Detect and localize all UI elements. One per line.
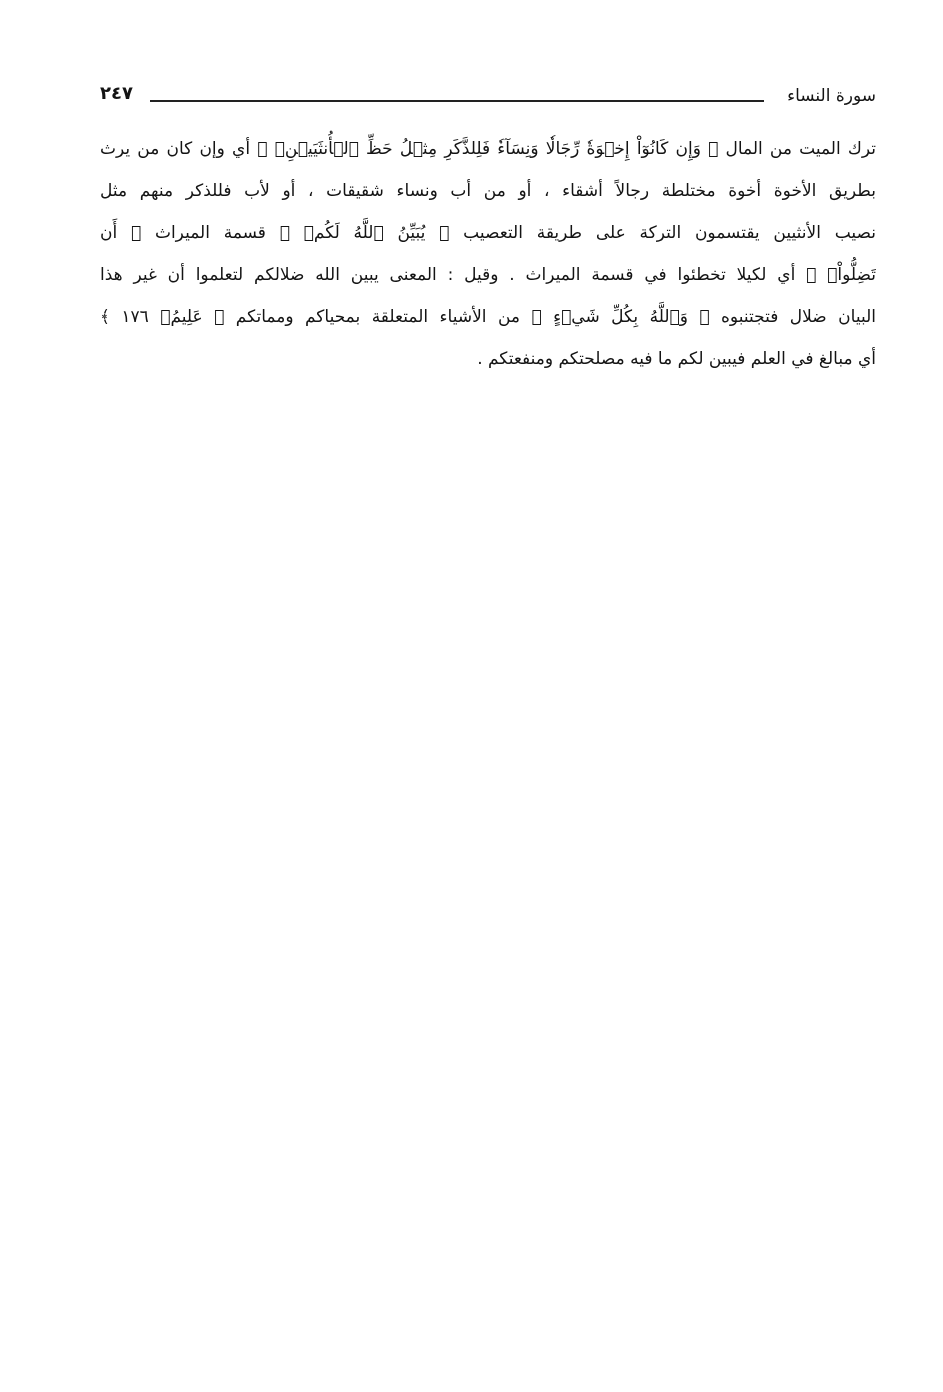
text-line: ترك الميت من المال ﴿ وَإِن كَانُوٓاْ إِخۡوَةٗ رِّجَالٗا وَنِسَآءٗ فَلِلذَّكَرِ مِثۡلُ حَظِّ ٱلۡأُنثَيَيۡنِۗ ﴾ أي وإن كان من يرث — [100, 139, 876, 159]
surah-name: سورة النساء — [787, 86, 876, 106]
text-line: أي مبالغ في العلم فيبين لكم ما فيه مصلحتكم ومنفعتكم . — [477, 349, 876, 369]
text-line: تَضِلُّواْۗ ﴾ أي لكيلا تخطئوا في قسمة الميراث . وقيل : المعنى يبين الله ضلالكم لتعلموا أن غير هذا — [100, 265, 876, 285]
header-divider — [150, 100, 764, 102]
commentary-text — [100, 128, 876, 380]
page-number: ٢٤٧ — [100, 83, 133, 104]
text-line: بطريق الأخوة أخوة مختلطة رجالاً أشقاء ، أو من أب ونساء شقيقات ، أو لأب فللذكر منهم مثل — [100, 181, 876, 201]
text-line: البيان ضلال فتجتنبوه ﴿ وَٱللَّهُ بِكُلِّ شَيۡءٍ ﴾ من الأشياء المتعلقة بمحياكم ومماتكم ﴿ عَلِيمُۢ ١٧٦ ﴾ — [100, 307, 876, 327]
page-header — [100, 78, 876, 114]
text-line: نصيب الأنثيين يقتسمون التركة على طريقة التعصيب ﴿ يُبَيِّنُ ٱللَّهُ لَكُمۡ ﴾ قسمة الميراث ﴿ أَن — [100, 223, 876, 243]
